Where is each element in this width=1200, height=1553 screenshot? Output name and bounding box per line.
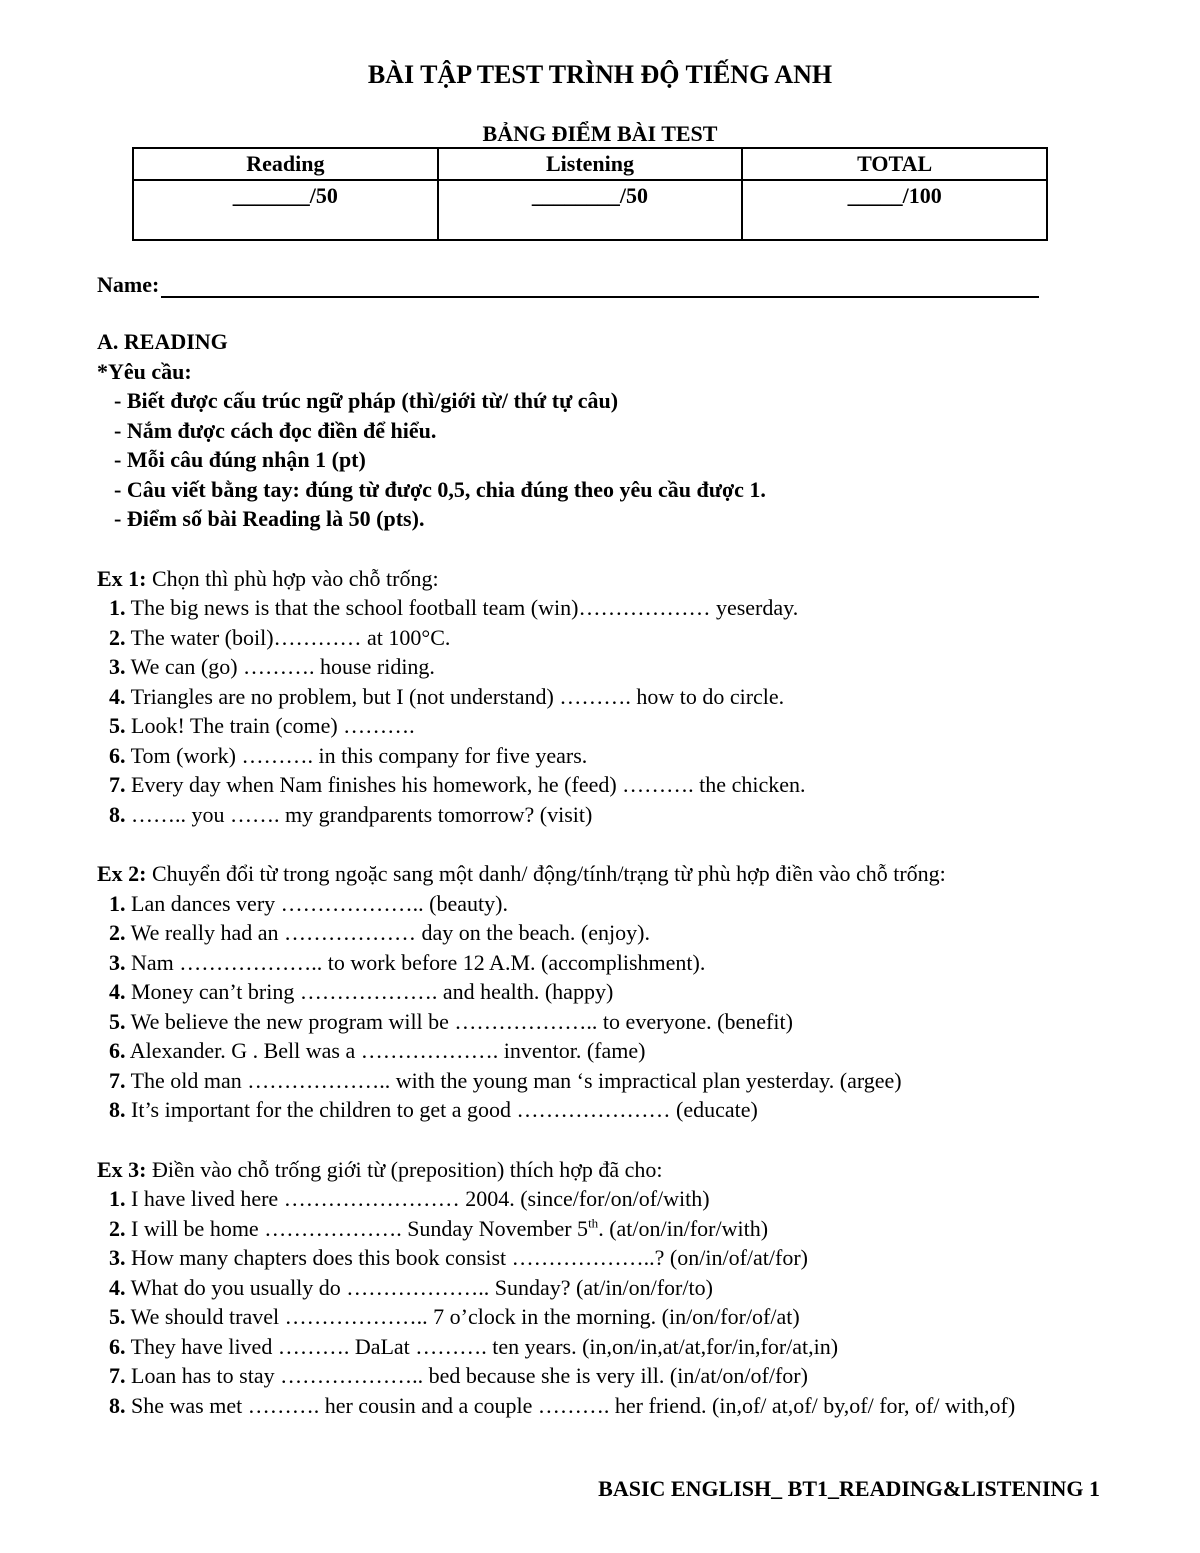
spacer bbox=[97, 829, 1107, 859]
requirement-item: - Câu viết bằng tay: đúng từ được 0,5, chia đúng theo yêu cầu được 1. bbox=[114, 476, 766, 502]
exercise-item bbox=[97, 770, 1107, 800]
item-text: How many chapters does this book consist ………………..? (on/in/of/at/for) bbox=[125, 1245, 809, 1270]
spacer bbox=[97, 1125, 1107, 1155]
page-footer: BASIC ENGLISH_ BT1_READING&LISTENING 1 bbox=[598, 1476, 1100, 1501]
exercise-item bbox=[97, 1391, 1107, 1421]
requirement-item: - Nắm được cách đọc điền để hiểu. bbox=[114, 417, 437, 443]
item-text: She was met ………. her cousin and a couple ………. her friend. (in,of/ at,of/ by,of/ for, of/ with,of) bbox=[125, 1392, 1016, 1418]
item-text: Triangles are no problem, but I (not understand) ………. how to do circle. bbox=[125, 683, 785, 709]
reading-section bbox=[97, 327, 1107, 1420]
exercise-item bbox=[97, 1214, 1107, 1244]
ex1-label: Ex 1: bbox=[97, 565, 147, 591]
item-number: 7. bbox=[109, 1363, 126, 1388]
exercise-item bbox=[97, 1066, 1107, 1096]
exercise-item bbox=[97, 1361, 1107, 1391]
item-text: I have lived here …………………… 2004. (since/for/on/of/with) bbox=[125, 1186, 710, 1211]
item-number: 5. bbox=[109, 1304, 126, 1329]
item-number: 8. bbox=[109, 1392, 126, 1418]
item-number: 4. bbox=[109, 1274, 126, 1300]
score-header-listening: Listening bbox=[438, 148, 743, 180]
item-superscript: th bbox=[588, 1215, 599, 1231]
item-number: 7. bbox=[109, 1067, 126, 1093]
item-text: We should travel ……………….. 7 o’clock in the morning. (in/on/for/of/at) bbox=[125, 1304, 800, 1329]
score-table-value-row bbox=[133, 180, 1047, 240]
requirements-label: *Yêu cầu: bbox=[97, 358, 192, 384]
item-number: 1. bbox=[109, 1186, 126, 1211]
item-number: 4. bbox=[109, 683, 126, 709]
requirement-item: - Điểm số bài Reading là 50 (pts). bbox=[114, 506, 425, 531]
exercise-item bbox=[97, 1243, 1107, 1273]
score-header-reading: Reading bbox=[133, 148, 438, 180]
exercise-item bbox=[97, 1036, 1107, 1066]
item-text: I will be home ………………. Sunday November 5 bbox=[125, 1215, 589, 1241]
item-text: We can (go) ………. house riding. bbox=[125, 654, 435, 679]
item-number: 3. bbox=[109, 1245, 126, 1270]
exercise-item bbox=[97, 889, 1107, 919]
item-number: 4. bbox=[109, 979, 126, 1004]
item-number: 8. bbox=[109, 1097, 126, 1122]
item-text: Lan dances very ……………….. (beauty). bbox=[125, 890, 508, 916]
item-text: Money can’t bring ………………. and health. (happy) bbox=[125, 979, 614, 1004]
item-number: 5. bbox=[109, 1008, 126, 1034]
item-number: 3. bbox=[109, 654, 126, 679]
ex3-label: Ex 3: bbox=[97, 1156, 147, 1182]
item-number: 6. bbox=[109, 1038, 126, 1063]
item-text: What do you usually do ……………….. Sunday? (at/in/on/for/to) bbox=[125, 1274, 713, 1300]
exercise-item bbox=[97, 652, 1107, 682]
item-text: Look! The train (come) ………. bbox=[125, 713, 415, 738]
item-text: We really had an ……………… day on the beach. (enjoy). bbox=[125, 920, 650, 945]
item-number: 2. bbox=[109, 624, 126, 650]
exercise-item bbox=[97, 1184, 1107, 1214]
exercise-item bbox=[97, 1302, 1107, 1332]
item-number: 8. bbox=[109, 801, 126, 827]
score-header-total: TOTAL bbox=[742, 148, 1047, 180]
exercise-item bbox=[97, 948, 1107, 978]
ex3-instruction: Điền vào chỗ trống giới từ (preposition) thích hợp đã cho: bbox=[146, 1156, 663, 1182]
score-value-reading: _______/50 bbox=[133, 180, 438, 240]
item-text: It’s important for the children to get a good ………………… (educate) bbox=[125, 1097, 758, 1122]
item-number: 1. bbox=[109, 890, 126, 916]
item-text: The water (boil)………… at 100°C. bbox=[125, 624, 451, 650]
item-text: Loan has to stay ……………….. bed because she is very ill. (in/at/on/of/for) bbox=[125, 1363, 808, 1388]
exercise-item bbox=[97, 623, 1107, 653]
ex3-heading bbox=[97, 1155, 1107, 1185]
page-title: BÀI TẬP TEST TRÌNH ĐỘ TIẾNG ANH bbox=[367, 60, 833, 89]
item-number: 6. bbox=[109, 1333, 126, 1359]
item-text-after: . (at/on/in/for/with) bbox=[598, 1215, 769, 1241]
item-number: 1. bbox=[109, 595, 126, 620]
score-table-title: BẢNG ĐIỂM BÀI TEST bbox=[482, 121, 718, 146]
item-number: 3. bbox=[109, 949, 126, 975]
item-text: Every day when Nam finishes his homework, he (feed) ………. the chicken. bbox=[125, 772, 806, 797]
score-value-total: _____/100 bbox=[742, 180, 1047, 240]
item-text: The big news is that the school football team (win)……………… yeserday. bbox=[125, 595, 799, 620]
ex2-heading bbox=[97, 859, 1107, 889]
exercise-item bbox=[97, 800, 1107, 830]
item-text: …….. you ……. my grandparents tomorrow? (visit) bbox=[125, 801, 593, 827]
item-number: 5. bbox=[109, 713, 126, 738]
name-row bbox=[97, 272, 1039, 298]
score-table bbox=[132, 147, 1048, 241]
item-text: Nam ……………….. to work before 12 A.M. (accomplishment). bbox=[125, 949, 706, 975]
item-text: Alexander. G . Bell was a ………………. inventor. (fame) bbox=[125, 1038, 646, 1063]
exercise-item bbox=[97, 741, 1107, 771]
exercise-item bbox=[97, 1095, 1107, 1125]
item-text: The old man ……………….. with the young man ‘s impractical plan yesterday. (argee) bbox=[125, 1067, 902, 1093]
spacer bbox=[97, 534, 1107, 564]
item-number: 7. bbox=[109, 772, 126, 797]
ex2-label: Ex 2: bbox=[97, 861, 147, 886]
item-text: Tom (work) ………. in this company for five years. bbox=[125, 742, 588, 768]
score-table-header-row bbox=[133, 148, 1047, 180]
score-value-listening: ________/50 bbox=[438, 180, 743, 240]
item-number: 2. bbox=[109, 920, 126, 945]
item-text: They have lived ………. DaLat ………. ten years. (in,on/in,at/at,for/in,for/at,in) bbox=[125, 1333, 839, 1359]
item-text: We believe the new program will be ……………….. to everyone. (benefit) bbox=[125, 1008, 793, 1034]
exercise-item bbox=[97, 977, 1107, 1007]
exercise-item bbox=[97, 593, 1107, 623]
exercise-item bbox=[97, 682, 1107, 712]
ex1-instruction: Chọn thì phù hợp vào chỗ trống: bbox=[146, 565, 439, 591]
name-blank-line bbox=[161, 272, 1039, 298]
exercise-item bbox=[97, 1332, 1107, 1362]
section-a-heading: A. READING bbox=[97, 329, 228, 354]
exercise-item bbox=[97, 711, 1107, 741]
item-number: 6. bbox=[109, 742, 126, 768]
requirement-item: - Mỗi câu đúng nhận 1 (pt) bbox=[114, 447, 366, 472]
requirement-item: - Biết được cấu trúc ngữ pháp (thì/giới từ/ thứ tự câu) bbox=[114, 388, 619, 413]
ex1-heading bbox=[97, 564, 1107, 594]
name-label: Name: bbox=[97, 272, 160, 297]
exercise-item bbox=[97, 1273, 1107, 1303]
item-number: 2. bbox=[109, 1215, 126, 1241]
exercise-item bbox=[97, 1007, 1107, 1037]
ex2-instruction: Chuyển đổi từ trong ngoặc sang một danh/ động/tính/trạng từ phù hợp điền vào chỗ trống: bbox=[146, 861, 946, 886]
exercise-item bbox=[97, 918, 1107, 948]
